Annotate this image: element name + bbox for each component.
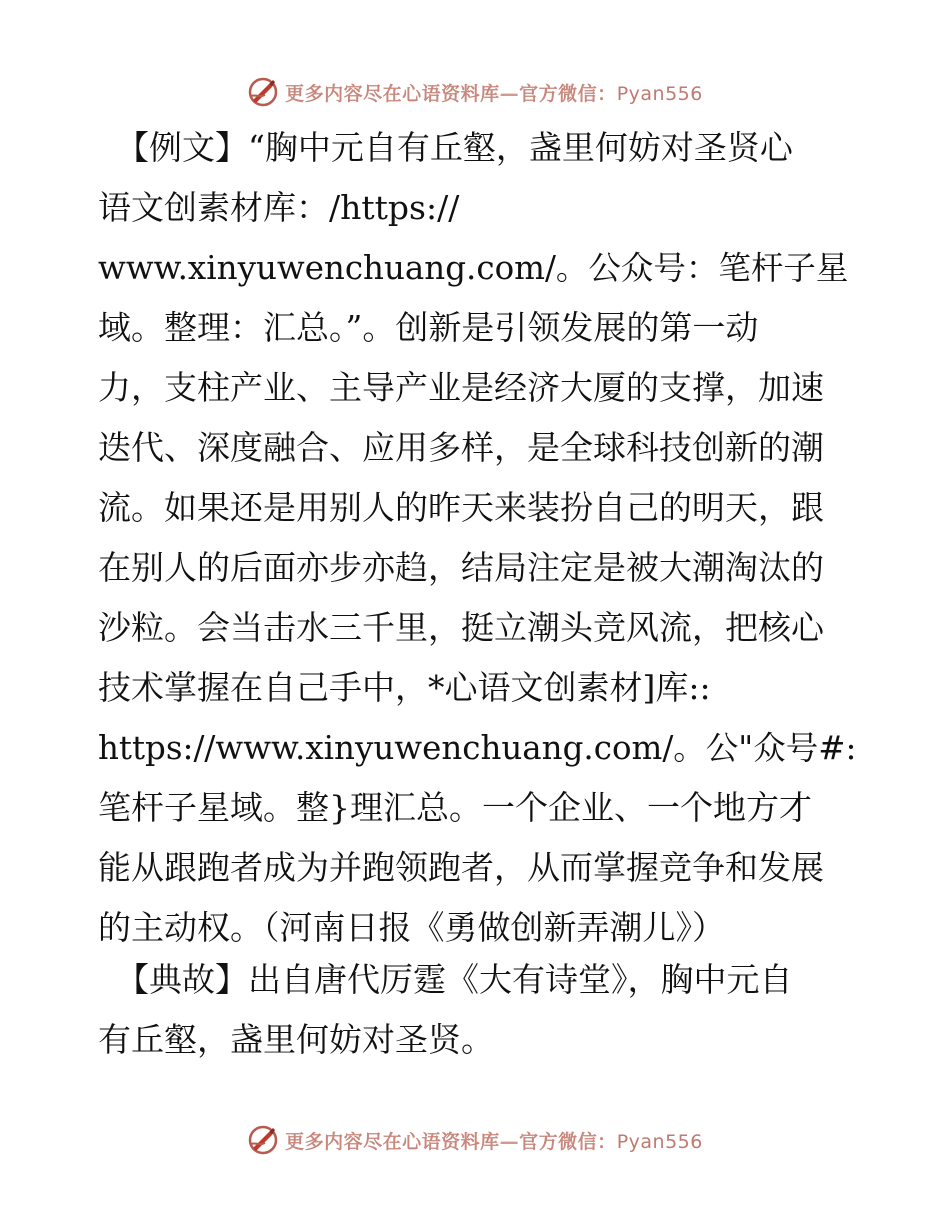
example-line-1: 【例文】“胸中元自有丘壑，盏里何妨对圣贤心 [116, 128, 793, 167]
example-line-4: 域。整理：汇总。”。创新是引领发展的第一动 [98, 308, 759, 347]
watermark-text: 更多内容尽在心语资料库—官方微信：Pyan556 [285, 82, 703, 105]
example-line-3: www.xinyuwenchuang.com/。公众号：笔杆子星 [98, 249, 849, 287]
allusion-paragraph [98, 950, 858, 1070]
footer-watermark-banner [0, 1120, 950, 1160]
example-line-8: 在别人的后面亦步亦趋，结局注定是被大潮淘汰的 [98, 548, 824, 587]
example-paragraph [98, 118, 858, 958]
header-watermark-banner [0, 72, 950, 112]
example-line-5: 力，支柱产业、主导产业是经济大厦的支撑，加速 [98, 368, 824, 407]
example-line-7: 流。如果还是用别人的昨天来装扮自己的明天，跟 [98, 488, 824, 527]
example-line-14: 的主动权。（河南日报《勇做创新弄潮儿》） [98, 908, 725, 947]
example-line-12: 笔杆子星域。整}理汇总。一个企业、一个地方才 [98, 788, 812, 827]
example-line-10: 技术掌握在自己手中，*心语文创素材]库:: [98, 668, 711, 707]
allusion-line-1: 【典故】出自唐代厉霆《大有诗堂》，胸中元自 [116, 960, 793, 999]
example-line-11: https://www.xinyuwenchuang.com/。公"众号#: [98, 729, 857, 767]
allusion-line-2: 有丘壑，盏里何妨对圣贤。 [98, 1020, 494, 1059]
example-line-9: 沙粒。会当击水三千里，挺立潮头竞风流，把核心 [98, 608, 824, 647]
example-line-13: 能从跟跑者成为并跑领跑者，从而掌握竞争和发展 [98, 848, 824, 887]
example-line-2: 语文创素材库：/https:// [98, 188, 460, 227]
pen-logo-icon [247, 76, 279, 108]
watermark-text: 更多内容尽在心语资料库—官方微信：Pyan556 [285, 1130, 703, 1153]
pen-logo-icon [247, 1124, 279, 1156]
example-line-6: 迭代、深度融合、应用多样，是全球科技创新的潮 [98, 428, 824, 467]
